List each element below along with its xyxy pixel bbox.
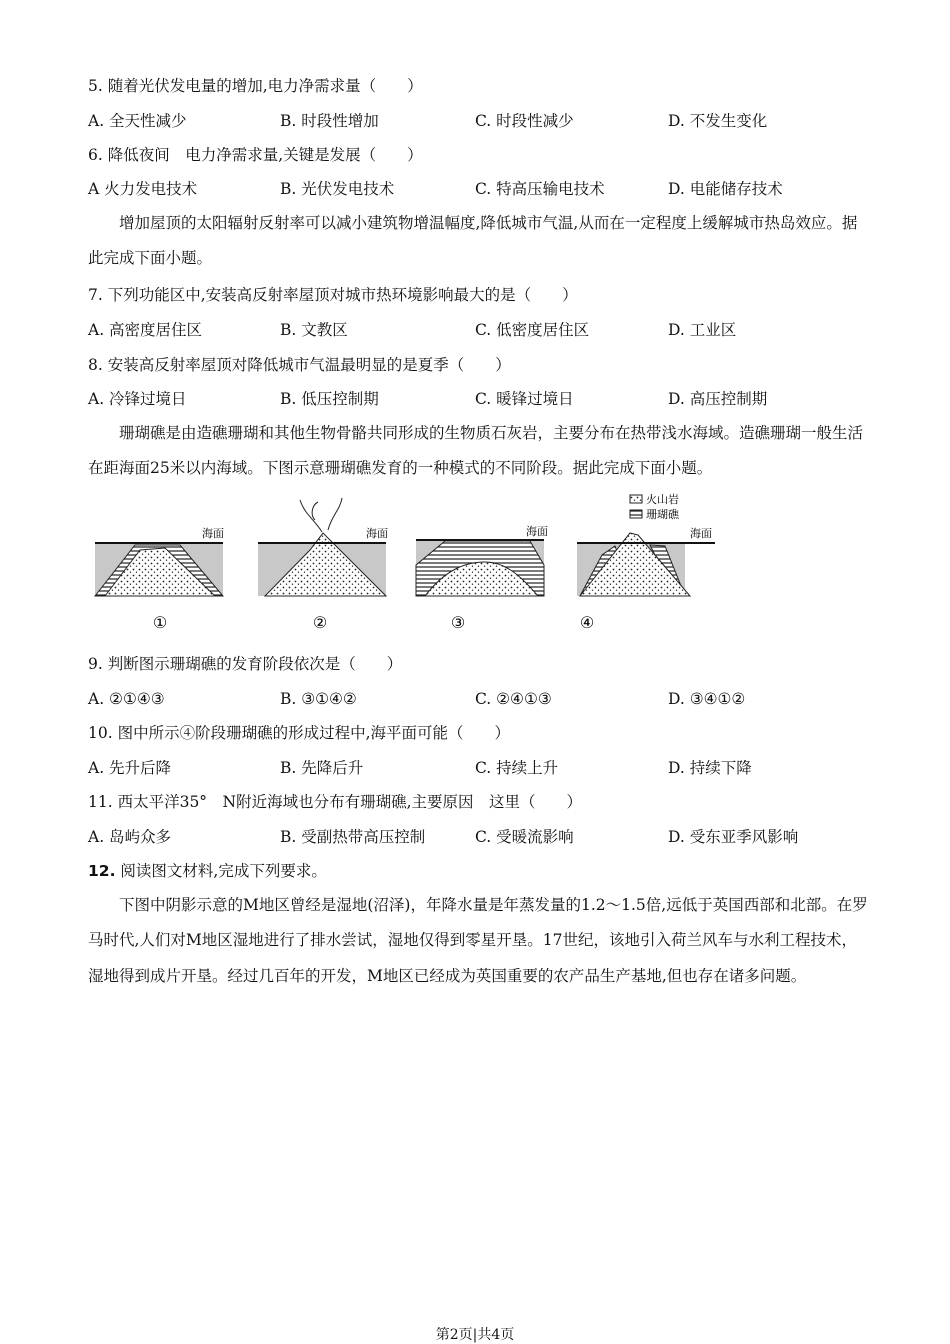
option-b: B. 光伏发电技术 — [280, 180, 395, 198]
option-a: A. 全天性减少 — [88, 112, 187, 130]
option-c: C. 暖锋过境日 — [475, 390, 574, 408]
volcanic-rock-swatch-icon — [630, 495, 642, 503]
question-11: 11. 西太平洋35° N附近海域也分布有珊瑚礁,主要原因 这里（ ） — [88, 793, 583, 811]
passage-coral-reef: 珊瑚礁是由造礁珊瑚和其他生物骨骼共同形成的生物质石灰岩，主要分布在热带浅水海域。造礁珊瑚一般生活在距海面25米以内海域。下图示意珊瑚礁发育的一种模式的不同阶段。据此完成下面小题。 — [88, 424, 864, 478]
page-footer: 第2页|共4页 — [435, 1327, 515, 1343]
stage-label-2: ② — [312, 613, 328, 632]
question-9: 9. 判断图示珊瑚礁的发育阶段依次是（ ） — [88, 655, 403, 673]
option-b: B. ③①④② — [280, 690, 357, 708]
volcano-smoke-icon — [300, 498, 342, 532]
passage-heat-island: 增加屋顶的太阳辐射反射率可以减小建筑物增温幅度,降低城市气温,从而在一定程度上缓解城市热岛效应。据此完成下面小题。 — [88, 214, 858, 268]
stage-label-3: ③ — [450, 613, 466, 632]
legend — [630, 492, 680, 521]
option-c: C. 持续上升 — [475, 759, 559, 777]
question-7: 7. 下列功能区中,安装高反射率屋顶对城市热环境影响最大的是（ ） — [88, 286, 578, 304]
option-a: A. ②①④③ — [88, 690, 165, 708]
sea-level-label: 海面 — [202, 527, 224, 540]
question-stem: 阅读图文材料,完成下列要求。 — [120, 862, 327, 880]
question-number: 12. — [88, 862, 116, 880]
question-6: 6. 降低夜间 电力净需求量,关键是发展（ ） — [88, 146, 423, 164]
option-a: A. 冷锋过境日 — [88, 390, 187, 408]
option-d: D. 高压控制期 — [668, 390, 768, 408]
stage-1-panel — [95, 526, 224, 632]
option-c: C. 受暖流影响 — [475, 828, 574, 846]
option-b: B. 时段性增加 — [280, 112, 379, 130]
option-d: D. 电能储存技术 — [668, 180, 783, 198]
option-b: B. 先降后升 — [280, 759, 364, 777]
option-d: D. 工业区 — [668, 321, 737, 339]
coral-reef-diagram — [90, 490, 730, 640]
option-c: C. 时段性减少 — [475, 112, 574, 130]
question-10: 10. 图中所示④阶段珊瑚礁的形成过程中,海平面可能（ ） — [88, 724, 511, 742]
option-c: C. ②④①③ — [475, 690, 552, 708]
stage-label-1: ① — [152, 613, 168, 632]
sea-level-label: 海面 — [366, 527, 388, 540]
option-c: C. 低密度居住区 — [475, 321, 590, 339]
option-d: D. 不发生变化 — [668, 112, 768, 130]
option-c: C. 特高压输电技术 — [475, 180, 605, 198]
passage-wetland: 下图中阴影示意的M地区曾经是湿地(沼泽)，年降水量是年蒸发量的1.2～1.5倍,远低于英国西部和北部。在罗马时代,人们对M地区湿地进行了排水尝试，湿地仅得到零星开垦。17世纪，该地引入荷兰风车与水利工程技术，湿地得到成片开垦。经过几百年的开发，M地区已经成为英国重要的农产品生产基地,但也存在诸多问题。 — [88, 896, 868, 985]
option-a: A. 岛屿众多 — [88, 828, 172, 846]
sea-level-label: 海面 — [690, 527, 712, 540]
stage-label-4: ④ — [579, 613, 595, 632]
stage-2-panel — [258, 498, 388, 632]
option-d: D. ③④①② — [668, 690, 746, 708]
option-b: B. 低压控制期 — [280, 390, 379, 408]
legend-volcanic-rock: 火山岩 — [646, 493, 679, 506]
option-a: A. 先升后降 — [88, 759, 172, 777]
option-a: A 火力发电技术 — [88, 180, 198, 198]
option-b: B. 文教区 — [280, 321, 348, 339]
option-d: D. 持续下降 — [668, 759, 752, 777]
option-d: D. 受东亚季风影响 — [668, 828, 799, 846]
option-b: B. 受副热带高压控制 — [280, 828, 426, 846]
stage-4-panel — [577, 526, 715, 632]
stage-3-panel — [416, 524, 548, 632]
sea-level-label: 海面 — [526, 525, 548, 538]
coral-reef-swatch-icon — [630, 510, 642, 518]
legend-coral-reef: 珊瑚礁 — [646, 508, 679, 521]
question-12 — [88, 861, 327, 881]
question-8: 8. 安装高反射率屋顶对降低城市气温最明显的是夏季（ ） — [88, 356, 511, 374]
question-5: 5. 随着光伏发电量的增加,电力净需求量（ ） — [88, 77, 423, 95]
option-a: A. 高密度居住区 — [88, 321, 203, 339]
